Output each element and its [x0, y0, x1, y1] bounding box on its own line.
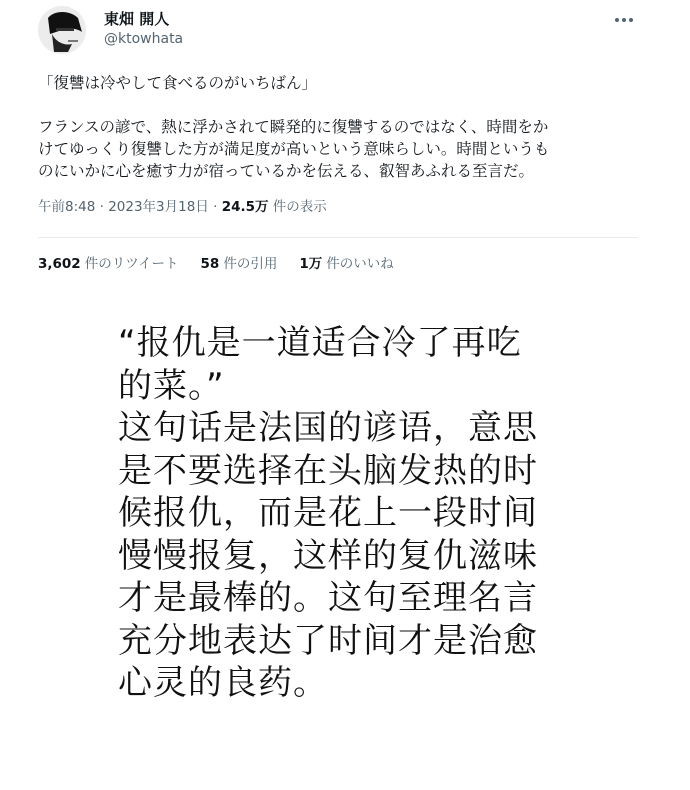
- tweet-quote: 「復讐は冷やして食べるのがいちばん」: [38, 74, 318, 92]
- translation-line: 才是最棒的。这句至理名言: [118, 578, 538, 618]
- translation-line: 的菜。”: [118, 365, 225, 406]
- chinese-translation: [118, 322, 588, 705]
- more-dots-icon[interactable]: [610, 10, 638, 30]
- views-count: 24.5万: [221, 199, 269, 215]
- translation-line: 候报仇，而是花上一段时间: [118, 493, 538, 533]
- retweets-stat[interactable]: [38, 254, 179, 274]
- display-name[interactable]: 東畑 開人: [104, 10, 170, 28]
- author-block: [104, 9, 183, 49]
- translation-line: 充分地表达了时间才是治愈: [118, 620, 538, 661]
- tweet-time[interactable]: 午前8:48 · 2023年3月18日 ·: [38, 199, 222, 215]
- retweets-label: 件のリツイート: [84, 256, 179, 272]
- divider: [38, 237, 638, 238]
- tweet-stats: [38, 254, 638, 274]
- likes-count: 1万: [299, 256, 323, 272]
- tweet-card: [28, 0, 650, 285]
- translation-line: 心灵的良药。: [118, 663, 328, 703]
- tweet-body-line: フランスの諺で、熱に浮かされて瞬発的に復讐するのではなく、時間をか: [38, 118, 549, 136]
- quotes-label: 件の引用: [223, 256, 278, 272]
- retweets-count: 3,602: [38, 256, 81, 272]
- likes-label: 件のいいね: [326, 256, 394, 272]
- translation-line: “报仇是一道适合冷了再吃: [118, 323, 522, 363]
- tweet-body-line: のにいかに心を癒す力が宿っているかを伝える、叡智あふれる至言だ。: [38, 162, 535, 180]
- quotes-stat[interactable]: [201, 254, 278, 274]
- views-label: 件の表示: [268, 199, 327, 215]
- handle[interactable]: @ktowhata: [104, 31, 184, 47]
- tweet-meta: [38, 197, 638, 217]
- quotes-count: 58: [200, 256, 220, 272]
- avatar[interactable]: [38, 6, 86, 54]
- tweet-body: [38, 116, 638, 182]
- translation-line: 慢慢报复，这样的复仇滋味: [118, 535, 538, 576]
- translation-line: 这句话是法国的谚语，意思: [118, 408, 538, 448]
- likes-stat[interactable]: [299, 254, 393, 274]
- translation-line: 是不要选择在头脑发热的时: [118, 450, 538, 491]
- tweet-body-line: けてゆっくり復讐した方が満足度が高いという意味らしい。時間というも: [38, 140, 550, 158]
